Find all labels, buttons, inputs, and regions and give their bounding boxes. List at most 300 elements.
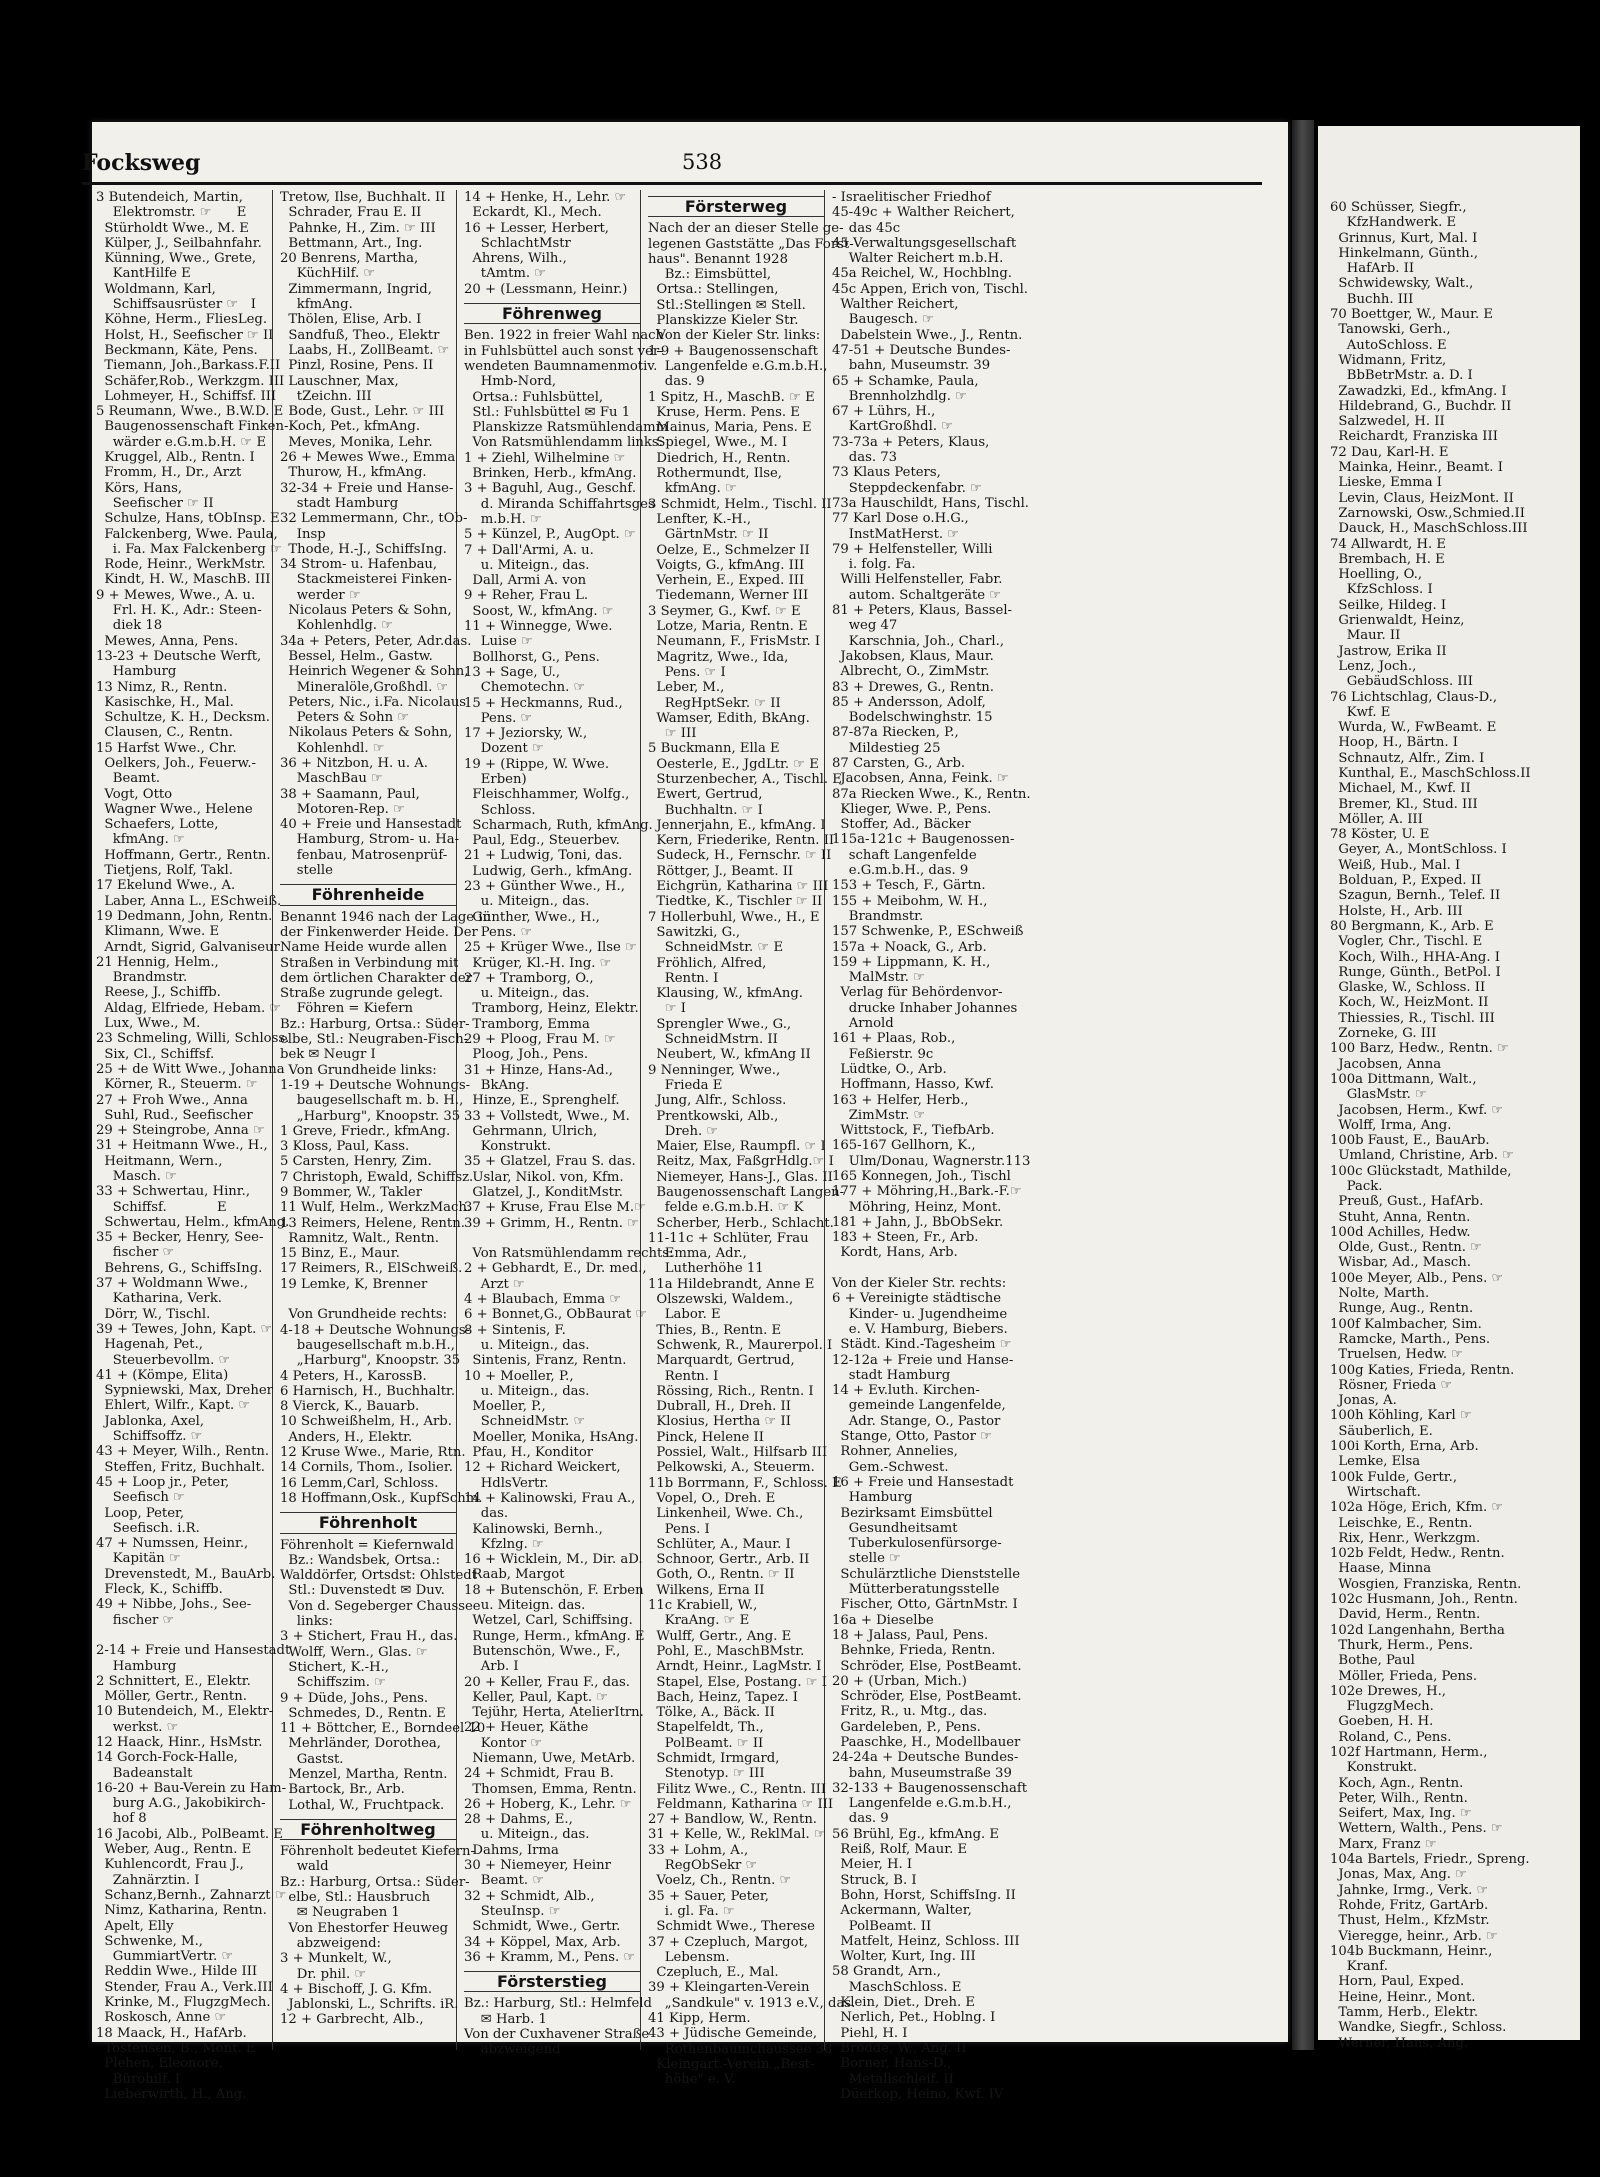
directory-line: Walther Reichert, xyxy=(832,297,959,313)
directory-line: Seefisch. i.R. xyxy=(96,1520,200,1536)
directory-line: 35 + Becker, Henry, See- xyxy=(96,1230,264,1246)
directory-line: 32 + Schmidt, Alb., xyxy=(464,1888,595,1904)
directory-line: Lenz, Joch., xyxy=(1330,658,1417,674)
directory-line: 72 Dau, Karl-H. E xyxy=(1330,444,1449,460)
directory-line: 100e Meyer, Alb., Pens. ☞ xyxy=(1330,1270,1504,1286)
directory-line: 159 + Lippmann, K. H., xyxy=(832,954,991,970)
directory-line: Pens. ☞ I xyxy=(648,664,726,680)
directory-line: Bz.: Eimsbüttel, xyxy=(648,267,772,283)
directory-line: Zorneke, G. III xyxy=(1330,1026,1437,1042)
directory-line: Oelkers, Joh., Feuerw.- xyxy=(96,755,256,771)
directory-line: 100k Fulde, Gertr., xyxy=(1330,1469,1458,1485)
directory-line: Wandke, Siegfr., Schloss. xyxy=(1330,2020,1507,2036)
directory-line: Diedrich, H., Rentn. xyxy=(648,450,791,466)
directory-line: 24-24a + Deutsche Bundes- xyxy=(832,1750,1019,1766)
directory-line: 67 + Lührs, H., xyxy=(832,404,936,420)
directory-line: Hagenah, Pet., xyxy=(96,1337,203,1353)
directory-line: Behnke, Frieda, Rentn. xyxy=(832,1643,996,1659)
directory-line: Schnautz, Alfr., Zim. I xyxy=(1330,750,1485,766)
directory-line: Dörr, W., Tischl. xyxy=(96,1306,211,1322)
directory-line: 14 + Henke, H., Lehr. ☞ xyxy=(464,190,627,205)
directory-line: 43 + Jüdische Gemeinde, xyxy=(648,2026,818,2042)
directory-line: das 45c xyxy=(832,220,901,236)
directory-line: Ortsa.: Fuhlsbüttel, xyxy=(464,389,604,405)
directory-line: burg A.G., Jakobikirch- xyxy=(96,1796,266,1812)
directory-line: 56 Brühl, Eg., kfmAng. E xyxy=(832,1826,1000,1842)
directory-line: Zimmermann, Ingrid, xyxy=(280,281,432,297)
directory-line: Sudeck, H., Fernschr. ☞ II xyxy=(648,848,832,864)
directory-line: Planskizze Kieler Str. xyxy=(648,313,799,329)
directory-line: Reese, J., Schiffb. xyxy=(96,985,221,1001)
directory-line: 14 Cornils, Thom., Isolier. xyxy=(280,1460,453,1476)
directory-line: Wosgien, Franziska, Rentn. xyxy=(1330,1576,1522,1592)
directory-line: Roland, C., Pens. xyxy=(1330,1729,1452,1745)
directory-line: Föhren = Kiefern xyxy=(280,1001,414,1017)
directory-line: Bach, Heinz, Tapez. I xyxy=(648,1689,798,1705)
directory-line: 163 + Helfer, Herb., xyxy=(832,1092,969,1108)
directory-line: Keller, Paul, Kapt. ☞ xyxy=(464,1689,609,1705)
directory-line: Maier, Else, Raumpfl. ☞ I xyxy=(648,1139,826,1155)
directory-line xyxy=(832,1261,1012,1276)
directory-line: Moeller, Monika, HsAng. xyxy=(464,1429,639,1445)
directory-line: Clausen, C., Rentn. xyxy=(96,725,233,741)
directory-line: 73-73a + Peters, Klaus, xyxy=(832,434,990,450)
directory-line: Schwenk, R., Maurerpol. I xyxy=(648,1337,833,1353)
directory-line: Kranf. xyxy=(1330,1959,1388,1975)
directory-line: 100i Korth, Erna, Arb. xyxy=(1330,1439,1479,1455)
directory-line: 33 + Lohm, A., xyxy=(648,1842,749,1858)
directory-line: 27 + Bandlow, W., Rentn. xyxy=(648,1812,817,1828)
directory-line: Wittstock, F., TiefbArb. xyxy=(832,1123,995,1139)
directory-line: Masch. ☞ xyxy=(96,1169,177,1184)
directory-line: Reitz, Max, FaßgrHdlg.☞ I xyxy=(648,1154,834,1170)
directory-line: Schiffszim. ☞ xyxy=(280,1675,386,1691)
directory-line: Jacobsen, Anna, Feink. ☞ xyxy=(832,771,1009,787)
directory-line: 28 + Dahms, E., xyxy=(464,1812,573,1828)
directory-line: Soost, W., kfmAng. ☞ xyxy=(464,603,614,619)
page-header xyxy=(82,148,1262,185)
directory-line: Arndt, Heinr., LagMstr. I xyxy=(648,1659,822,1675)
directory-line: Reddin Wwe., Hilde III xyxy=(96,1964,258,1980)
directory-line: Glatzel, J., KonditMstr. xyxy=(464,1185,623,1200)
directory-line: Wulff, Gertr., Ang. E xyxy=(648,1628,792,1644)
directory-line: Erben) xyxy=(464,771,527,787)
directory-line: 78 Köster, U. E xyxy=(1330,827,1430,843)
directory-line: Rössing, Rich., Rentn. I xyxy=(648,1383,814,1399)
directory-line: Verlag für Behördenvor- xyxy=(832,985,1003,1001)
directory-line: Borner, Hans-D., xyxy=(832,2056,952,2072)
directory-line: 16 Lemm,Carl, Schloss. xyxy=(280,1475,439,1491)
directory-line: Sprengler Wwe., G., xyxy=(648,1016,792,1032)
directory-line: Olde, Gust., Rentn. ☞ xyxy=(1330,1240,1482,1256)
directory-line: Reiß, Rolf, Maur. E xyxy=(832,1842,968,1858)
directory-line: Dozent ☞ xyxy=(464,741,544,757)
directory-line: Zawadzki, Ed., kfmAng. I xyxy=(1330,383,1507,399)
directory-line: 1-9 + Baugenossenschaft xyxy=(648,343,818,359)
directory-line: Dall, Armi A. von xyxy=(464,573,587,589)
directory-line: KfzSchloss. I xyxy=(1330,582,1433,598)
directory-line: Steuerbevollm. ☞ xyxy=(96,1352,231,1368)
directory-line: Wolff, Irma, Ang. xyxy=(1330,1117,1452,1133)
directory-line: stadt Hamburg xyxy=(832,1367,951,1383)
directory-line: Wolter, Kurt, Ing. III xyxy=(832,1949,976,1965)
directory-line: Butenschön, Wwe., F., xyxy=(464,1643,621,1659)
directory-line: Reichardt, Franziska III xyxy=(1330,429,1498,445)
directory-line: Tiedemann, Werner III xyxy=(648,588,809,604)
directory-line: Tramborg, Emma xyxy=(464,1016,590,1032)
directory-line: Wurda, W., FwBeamt. E xyxy=(1330,720,1497,736)
directory-line: 35 + Glatzel, Frau S. das. xyxy=(464,1154,636,1170)
directory-line: 100h Köhling, Karl ☞ xyxy=(1330,1408,1472,1424)
directory-line xyxy=(280,1292,456,1307)
directory-line: Föhrenholt = Kiefernwald xyxy=(280,1537,455,1553)
directory-line: 100f Kalmbacher, Sim. xyxy=(1330,1316,1482,1332)
directory-line: Uslar, Nikol. von, Kfm. xyxy=(464,1169,624,1185)
directory-line: Schulärztliche Dienststelle xyxy=(832,1566,1020,1582)
directory-line: i. Fa. Max Falckenberg ☞ xyxy=(96,541,282,557)
directory-line: 32 Lemmermann, Chr., tOb- xyxy=(280,511,468,527)
directory-line: 7 + Dall'Armi, A. u. xyxy=(464,542,594,558)
directory-line: bahn, Museumstraße 39 xyxy=(832,1765,1012,1781)
directory-line: 16 + Freie und Hansestadt xyxy=(832,1474,1014,1490)
directory-line: Runge, Günth., BetPol. I xyxy=(1330,964,1501,980)
directory-line: Seilke, Hildeg. I xyxy=(1330,597,1447,613)
directory-line: Walddörfer, Ortsdst: Ohlstedt xyxy=(280,1568,477,1584)
directory-line: Thurow, H., kfmAng. xyxy=(280,465,427,481)
directory-line: Dabelstein Wwe., J., Rentn. xyxy=(832,327,1023,343)
directory-line: 45-49c + Walther Reichert, xyxy=(832,205,1015,221)
directory-line: Haase, Minna xyxy=(1330,1561,1432,1577)
directory-line: 81 + Peters, Klaus, Bassel- xyxy=(832,603,1013,619)
directory-line: Tölke, A., Bäck. II xyxy=(648,1705,775,1721)
directory-line: Arb. I xyxy=(464,1659,519,1675)
directory-line: Kohlenhdl. ☞ xyxy=(280,740,385,756)
directory-line: Voelz, Ch., Rentn. ☞ xyxy=(648,1873,792,1889)
directory-line: 2 Schnittert, E., Elektr. xyxy=(96,1673,251,1689)
directory-line: Schlüter, A., Maur. I xyxy=(648,1536,791,1552)
directory-line: Künning, Wwe., Grete, xyxy=(96,251,257,267)
directory-line: Pens. ☞ xyxy=(464,710,533,726)
directory-line: Verhein, E., Exped. III xyxy=(648,573,805,589)
directory-line: 19 + (Rippe, W. Wwe. xyxy=(464,756,610,772)
directory-line: Rix, Henr., Werkzgm. xyxy=(1330,1530,1481,1546)
directory-line: Beamt. ☞ xyxy=(464,1873,545,1889)
directory-line: Hinze, E., Sprenghelf. xyxy=(464,1093,620,1109)
directory-line: 12-12a + Freie und Hanse- xyxy=(832,1352,1014,1368)
directory-line: Pack. xyxy=(1330,1179,1383,1194)
directory-line: 35 + Sauer, Peter, xyxy=(648,1888,769,1904)
directory-line: Von Ehestorfer Heuweg xyxy=(280,1920,449,1936)
directory-line: Lotze, Maria, Rentn. E xyxy=(648,619,808,635)
directory-line: Kordt, Hans, Arb. xyxy=(832,1245,958,1261)
directory-line: Heine, Heinr., Mont. xyxy=(1330,1989,1476,2005)
directory-line: Ben. 1922 in freier Wahl nach xyxy=(464,328,664,344)
directory-line: Mütterberatungsstelle xyxy=(832,1582,1000,1598)
directory-line: Gardeleben, P., Pens. xyxy=(832,1719,981,1735)
directory-line: ✉ Neugraben 1 xyxy=(280,1905,400,1921)
directory-line: Buchh. III xyxy=(1330,291,1414,307)
directory-line: legenen Gaststätte „Das Forst- xyxy=(648,236,854,252)
directory-line: 87 Carsten, G., Arb. xyxy=(832,755,966,771)
directory-line: Lenfter, K.-H., xyxy=(648,511,752,527)
directory-line: Möhring, Heinz, Mont. xyxy=(832,1199,1002,1215)
directory-line: Niemeyer, Hans-J., Glas. II xyxy=(648,1169,833,1185)
directory-line: elbe, Stl.: Neugraben-Fisch- xyxy=(280,1032,469,1048)
directory-line: Eckardt, Kl., Mech. xyxy=(464,205,602,221)
directory-line: Walter Reichert m.b.H. xyxy=(832,251,1004,267)
column-5 xyxy=(832,190,1031,2102)
directory-line: Köhne, Herm., FliesLeg. xyxy=(96,312,268,328)
directory-line: Tiedtke, K., Tischler ☞ II xyxy=(648,894,823,910)
directory-line: 27 + Tramborg, O., xyxy=(464,970,594,986)
directory-line: u. Miteign., das. xyxy=(464,1383,590,1399)
directory-line: 22 + Heuer, Käthe xyxy=(464,1720,589,1736)
directory-line: Lohmeyer, H., Schiffsf. III xyxy=(96,388,277,404)
directory-line: Jablonka, Axel, xyxy=(96,1413,205,1429)
directory-line: Truelsen, Hedw. ☞ xyxy=(1330,1347,1464,1363)
directory-line: 13 + Sage, U., xyxy=(464,664,561,680)
directory-line: Baugenossenschaft Langen- xyxy=(648,1185,845,1200)
directory-line: Holste, H., Arb. III xyxy=(1330,903,1463,919)
directory-line: 3 Butendeich, Martin, xyxy=(96,190,243,205)
directory-line: 31 + Kelle, W., ReklMal. ☞ xyxy=(648,1827,826,1843)
column-6-right-page xyxy=(1330,200,1570,2051)
directory-line: Sturzenbecher, A., Tischl. E xyxy=(648,771,842,787)
directory-line: 26 + Hoberg, K., Lehr. ☞ xyxy=(464,1796,632,1812)
directory-line: 161 + Plaas, Rob., xyxy=(832,1031,956,1047)
directory-line: Bz.: Harburg, Ortsa.: Süder- xyxy=(280,1016,470,1032)
directory-line: 24 + Schmidt, Frau B. xyxy=(464,1766,614,1782)
directory-line: ✉ Harb. 1 xyxy=(464,2011,547,2027)
directory-line: Prentkowski, Alb., xyxy=(648,1108,779,1124)
directory-line: Kern, Friederike, Rentn. II xyxy=(648,833,835,849)
directory-line: 1 Greve, Friedr., kfmAng. xyxy=(280,1123,451,1139)
directory-line: Koch, W., HeizMont. II xyxy=(1330,995,1489,1011)
directory-line: Stichert, K.-H., xyxy=(280,1659,389,1675)
directory-line: 13 Nimz, R., Rentn. xyxy=(96,679,228,695)
directory-line: Bz.: Harburg, Stl.: Helmfeld xyxy=(464,1996,652,2012)
directory-line: Stenotyp. ☞ III xyxy=(648,1766,765,1782)
directory-line: 102f Hartmann, Herm., xyxy=(1330,1744,1488,1760)
directory-line: Schloss. xyxy=(464,802,536,818)
directory-line: Scharmach, Ruth, kfmAng. xyxy=(464,817,653,833)
directory-line: Pelkowski, A., Steuerm. xyxy=(648,1460,815,1476)
directory-line: Dreh. ☞ xyxy=(648,1123,719,1139)
directory-line: Leber, M., xyxy=(648,680,725,696)
directory-line: tAmtm. ☞ xyxy=(464,266,547,282)
directory-line: Bessel, Helm., Gastw. xyxy=(280,648,433,664)
directory-line: 153 + Tesch, F., Gärtn. xyxy=(832,878,986,894)
directory-line: 40 + Freie und Hansestadt xyxy=(280,817,462,833)
directory-line: Mainka, Heinr., Beamt. I xyxy=(1330,460,1503,476)
directory-line: 45 + Loop jr., Peter, xyxy=(96,1474,230,1490)
directory-line: Schiffsausrüster ☞ I xyxy=(96,297,256,313)
directory-line: Koch, Wilh., HHA-Ang. I xyxy=(1330,949,1500,965)
directory-line: Konstrukt. xyxy=(1330,1760,1418,1776)
directory-line: gemeinde Langenfelde, xyxy=(832,1398,1006,1414)
directory-line: schaft Langenfelde xyxy=(832,847,977,863)
directory-line: Schrader, Frau E. II xyxy=(280,205,422,221)
directory-line: werder ☞ xyxy=(280,587,361,603)
directory-line: 36 + Nitzbon, H. u. A. xyxy=(280,755,428,771)
directory-line: Kalinowski, Bernh., xyxy=(464,1521,603,1537)
directory-line: Arzt ☞ xyxy=(464,1276,525,1292)
directory-line: 5 Buckmann, Ella E xyxy=(648,741,780,757)
directory-line: HdlsVertr. xyxy=(464,1475,549,1491)
directory-line: Hamburg, Strom- u. Ha- xyxy=(280,832,460,848)
directory-line: Vogt, Otto xyxy=(96,786,173,802)
directory-line: Feldmann, Katharina ☞ III xyxy=(648,1796,834,1812)
directory-line: Körs, Hans, xyxy=(96,480,183,496)
directory-line: 14 Gorch-Fock-Halle, xyxy=(96,1750,238,1766)
directory-line: Schiffsoffz. ☞ xyxy=(96,1429,203,1445)
directory-line: ZimMstr. ☞ xyxy=(832,1107,926,1123)
directory-line: Nerlich, Pet., Hoblng. I xyxy=(832,2010,996,2026)
directory-line: bahn, Museumstr. 39 xyxy=(832,358,991,374)
directory-line: 36 + Kramm, M., Pens. ☞ xyxy=(464,1949,636,1965)
directory-line: das. 9 xyxy=(832,1811,889,1827)
directory-line: - Israelitischer Friedhof xyxy=(832,190,991,205)
directory-line: 100c Glückstadt, Mathilde, xyxy=(1330,1163,1512,1179)
column-2 xyxy=(280,190,492,2050)
column-1 xyxy=(96,190,291,2102)
directory-line: Föhrenholt bedeutet Kiefern- xyxy=(280,1844,475,1860)
directory-line: Brandmstr. xyxy=(832,908,924,924)
directory-line: Possiel, Walt., Hilfsarb III xyxy=(648,1445,828,1461)
directory-line: 38 + Saamann, Paul, xyxy=(280,786,420,802)
directory-line: Lutherhöhe 11 xyxy=(648,1261,764,1277)
directory-line: 8 Vierck, K., Bauarb. xyxy=(280,1399,420,1415)
directory-line: Thiessies, R., Tischl. III xyxy=(1330,1010,1495,1026)
directory-line: 19 Lemke, K, Brenner xyxy=(280,1276,428,1292)
directory-line: MaschSchloss. E xyxy=(832,1979,962,1995)
directory-line: Jennerjahn, E., kfmAng. I xyxy=(648,817,826,833)
directory-line: Fröhlich, Alfred, xyxy=(648,955,767,971)
directory-line: 31 + Hinze, Hans-Ad., xyxy=(464,1062,613,1078)
directory-line: 83 + Drewes, G., Rentn. xyxy=(832,679,994,695)
directory-line xyxy=(464,1231,640,1246)
directory-line: Paaschke, H., Modellbauer xyxy=(832,1734,1021,1750)
directory-line: 5 Carsten, Henry, Zim. xyxy=(280,1154,432,1170)
directory-line xyxy=(96,1628,272,1643)
directory-line: Körner, R., Steuerm. ☞ xyxy=(96,1077,258,1093)
directory-line: HafArb. II xyxy=(1330,261,1415,277)
directory-line: 5 + Künzel, P., AugOpt. ☞ xyxy=(464,527,636,543)
directory-line: Mineralöle,Großhdl. ☞ xyxy=(280,679,449,695)
directory-line: Arndt, Sigrid, Galvaniseur xyxy=(96,939,280,955)
directory-line: in Fuhlsbüttel auch sonst ver- xyxy=(464,343,664,359)
directory-line: MaschBau ☞ xyxy=(280,771,383,787)
directory-line: Gehrmann, Ulrich, xyxy=(464,1123,598,1139)
directory-line: Magritz, Wwe., Ida, xyxy=(648,649,789,665)
directory-line: 17 + Jeziorsky, W., xyxy=(464,726,588,742)
directory-line: Jahnke, Irmg., Verk. ☞ xyxy=(1330,1882,1489,1898)
directory-line: Kontor ☞ xyxy=(464,1735,543,1751)
directory-line: 19 Dedmann, John, Rentn. xyxy=(96,908,273,924)
directory-line: Karschnia, Joh., Charl., xyxy=(832,633,1005,649)
directory-line: Ackermann, Walter, xyxy=(832,1903,972,1919)
street-heading-foersterstieg: Försterstieg xyxy=(464,1971,640,1992)
directory-line: BkAng. xyxy=(464,1077,530,1093)
directory-line: 100 Barz, Hedw., Rentn. ☞ xyxy=(1330,1041,1509,1057)
directory-line: ☞ I xyxy=(648,1001,686,1017)
directory-line: Säuberlich, E. xyxy=(1330,1423,1433,1439)
directory-line: Kohlenhdlg. ☞ xyxy=(280,618,394,634)
directory-line: 10 Butendeich, M., Elektr- xyxy=(96,1704,274,1720)
directory-line: 15 Harfst Wwe., Chr. xyxy=(96,740,237,756)
directory-line: David, Herm., Rentn. xyxy=(1330,1607,1481,1623)
directory-line: das. xyxy=(464,1506,509,1522)
directory-line: 25 + de Witt Wwe., Johanna xyxy=(96,1061,285,1077)
directory-line: Fischer, Otto, GärtnMstr. I xyxy=(832,1597,1018,1613)
directory-line: Luise ☞ xyxy=(464,634,533,650)
directory-line: tZeichn. III xyxy=(280,388,372,404)
directory-line: 45c Appen, Erich von, Tischl. xyxy=(832,281,1029,297)
directory-line: Nimz, Katharina, Rentn. xyxy=(96,1903,267,1919)
directory-line: Loop, Peter, xyxy=(96,1505,185,1521)
directory-line: Bolduan, P., Exped. II xyxy=(1330,873,1482,889)
directory-line: Thust, Helm., KfzMstr. xyxy=(1330,1913,1490,1929)
directory-line: 37 + Woldmann Wwe., xyxy=(96,1276,249,1292)
directory-line: 9 Nenninger, Wwe., xyxy=(648,1062,781,1078)
directory-line: 31 + Heitmann Wwe., H., xyxy=(96,1138,268,1154)
directory-line: 100b Faust, E., BauArb. xyxy=(1330,1133,1490,1149)
directory-line: 3 Seymer, G., Kwf. ☞ E xyxy=(648,603,801,619)
page-number: 538 xyxy=(682,150,723,174)
directory-line: 16a + Dieselbe xyxy=(832,1612,934,1628)
directory-line: 100a Dittmann, Walt., xyxy=(1330,1071,1477,1087)
directory-line: Klausing, W., kfmAng. xyxy=(648,986,803,1002)
directory-line: „Sandkule" v. 1913 e.V., das. xyxy=(648,1995,856,2011)
directory-line: Hamburg xyxy=(96,664,177,680)
directory-line: Adr. Stange, O., Pastor xyxy=(832,1413,1001,1429)
directory-line: 29 + Steingrobe, Anna ☞ xyxy=(96,1123,265,1139)
directory-line: 16 + Lesser, Herbert, xyxy=(464,220,610,236)
directory-line: 13 Reimers, Helene, Rentn. xyxy=(280,1215,465,1231)
directory-line: Von Grundheide rechts: xyxy=(280,1307,448,1323)
directory-line: kfmAng. ☞ xyxy=(96,832,185,848)
directory-line: Jung, Alfr., Schloss. xyxy=(648,1093,787,1109)
directory-line: 34a + Peters, Peter, Adr.das. xyxy=(280,633,472,649)
directory-line: Zarnowski, Osw.,Schmied.II xyxy=(1330,505,1525,521)
directory-line: Hoffmann, Hasso, Kwf. xyxy=(832,1077,994,1093)
directory-line: „Harburg", Knoopstr. 35 xyxy=(280,1108,461,1124)
directory-line: Straßen in Verbindung mit xyxy=(280,955,459,971)
directory-line: Hmb-Nord, xyxy=(464,374,557,390)
directory-line: KüchHilf. ☞ xyxy=(280,266,376,282)
directory-line: Bz.: Harburg, Ortsa.: Süder- xyxy=(280,1874,470,1890)
directory-line: Runge, Herm., kfmAng. E xyxy=(464,1628,645,1644)
directory-line: 11 + Winnegge, Wwe. xyxy=(464,619,613,635)
directory-line: Arnold xyxy=(832,1016,894,1032)
directory-line: GummiartVertr. ☞ xyxy=(96,1949,234,1965)
directory-line: InstMatHerst. ☞ xyxy=(832,526,960,542)
directory-line: Nach der an dieser Stelle ge- xyxy=(648,221,844,237)
directory-line: Pinck, Helene II xyxy=(648,1429,764,1445)
directory-line: 5 Reumann, Wwe., B.W.D. E xyxy=(96,404,284,420)
directory-line: 43 + Meyer, Wilh., Rentn. xyxy=(96,1444,270,1460)
directory-line: Stürholdt Wwe., M. E xyxy=(96,220,249,236)
directory-line: 3 + Baguhl, Aug., Geschf. xyxy=(464,481,637,497)
directory-line: Bremer, Kl., Stud. III xyxy=(1330,796,1478,812)
directory-line: Schanz,Bernh., Zahnarzt ☞ xyxy=(96,1887,287,1903)
directory-line: Kuhlencordt, Frau J., xyxy=(96,1857,244,1873)
directory-line: Marquardt, Gertrud, xyxy=(648,1353,795,1369)
directory-line: MalMstr. ☞ xyxy=(832,970,925,986)
directory-line: Pahnke, H., Zim. ☞ III xyxy=(280,220,436,236)
directory-line: Insp xyxy=(280,526,326,542)
directory-line: PolBeamt. ☞ II xyxy=(648,1735,764,1751)
